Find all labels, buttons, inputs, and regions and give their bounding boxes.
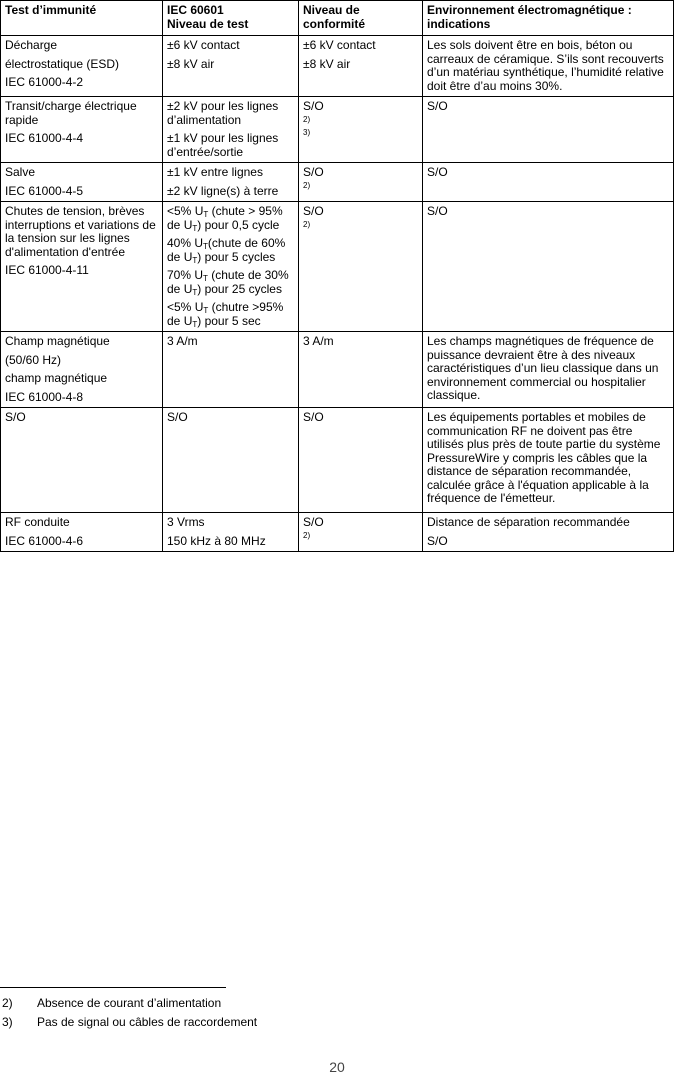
header-iec: IEC 60601 Niveau de test [163,1,299,36]
table-row [1,408,674,513]
test-level: <5% $U_T$ (chutre >95% de $U_T$) pour 5 sec [167,300,284,329]
footnote-ref: 2) [303,114,311,124]
test-name: (50/60 Hz) [5,352,62,367]
footnote-ref: 2) [303,219,311,229]
footnote-ref: 2) [303,530,311,540]
test-level: ±2 kV pour les lignes d’alimentation [167,99,279,127]
conformity-level: ±8 kV air [303,56,351,71]
test-level: 70% $U_T$ (chute de 30% de $U_T$) pour 25 cycles [167,268,289,297]
page-number: 20 [329,1059,345,1075]
test-level: 150 kHz à 80 MHz [167,533,266,548]
test-standard: IEC 61000-4-2 [5,75,84,89]
table-header-row [1,1,674,36]
table-row [1,202,674,332]
test-level: ±1 kV pour les lignes d’entrée/sortie [167,131,279,159]
conformity-level: S/O [303,515,324,529]
test-standard: IEC 61000-4-5 [5,183,84,198]
test-name: Champ magnétique [5,334,110,348]
conformity-level: S/O [303,204,324,218]
test-name: Décharge [5,38,58,52]
environment-guidance: Les champs magnétiques de fréquence de puissance devraient être à des niveaux caractéristiques d’un lieu classique dans un environnement commercial ou hospitalier classique. [427,334,659,402]
test-name: Chutes de tension, brèves interruptions et variations de la tension sur les lignes d'alimentation d'entrée [5,204,156,259]
conformity-level: S/O [303,99,324,113]
test-level: ±1 kV entre lignes [167,165,263,179]
environment-guidance: Distance de séparation recommandée [427,515,630,529]
test-level: ±2 kV ligne(s) à terre [167,183,279,198]
test-name: Salve [5,165,36,179]
test-standard: IEC 61000-4-8 [5,389,84,404]
test-level: S/O [167,410,188,424]
test-level: ±8 kV air [167,56,215,71]
test-standard: IEC 61000-4-6 [5,533,84,548]
conformity-level: S/O [303,410,324,424]
test-name: électrostatique (ESD) [5,56,120,71]
test-name: champ magnétique [5,371,108,385]
footnote: 3) Pas de signal ou câbles de raccordement [2,1015,258,1029]
footnote: 2) Absence de courant d’alimentation [2,996,222,1010]
test-level: 40% $U_T(chute$ de 60% de $U_T$) pour 5 cycles [167,236,286,265]
table-row [1,513,674,552]
conformity-level: 3 A/m [303,334,334,348]
conformity-level: ±6 kV contact [303,38,376,52]
table-row [1,332,674,408]
test-level: <5% $U_T$ (chute > 95% de $U_T$) pour 0,5 cycle [167,204,283,233]
environment-guidance: S/O [427,533,448,548]
conformity-level: S/O [303,165,324,179]
table-row [1,36,674,97]
test-name: Transit/charge électrique rapide [5,99,137,127]
footnote-ref: 3) [303,127,311,137]
environment-guidance: S/O [427,99,448,113]
environment-guidance: S/O [427,165,448,179]
environment-guidance: Les sols doivent être en bois, béton ou carreaux de céramique. S’ils sont recouverts d’un matériau synthétique, l’humidité relative doit être d’au moins 30%. [427,38,664,93]
test-name: S/O [5,410,26,424]
table-row [1,163,674,202]
test-standard: IEC 61000-4-11 [5,263,89,277]
header-environment: Environnement électromagnétique : indications [423,1,674,36]
test-name: RF conduite [5,515,70,529]
environment-guidance: S/O [427,204,448,218]
table-row [1,97,674,163]
header-test: Test d’immunité [1,1,163,36]
test-level: 3 Vrms [167,515,205,529]
test-level: 3 A/m [167,334,198,348]
footnote-divider [0,987,226,988]
test-standard: IEC 61000-4-4 [5,131,84,145]
test-level: ±6 kV contact [167,38,240,52]
environment-guidance: Les équipements portables et mobiles de communication RF ne doivent pas être utilisés plus près de toute partie du système PressureWire y compris les câbles que la distance de séparation recommandée, calculée grâce à l'équation applicable à la fréquence de l'émetteur. [427,410,661,505]
footnote-ref: 2) [303,180,311,190]
header-conformity: Niveau de conformité [299,1,423,36]
